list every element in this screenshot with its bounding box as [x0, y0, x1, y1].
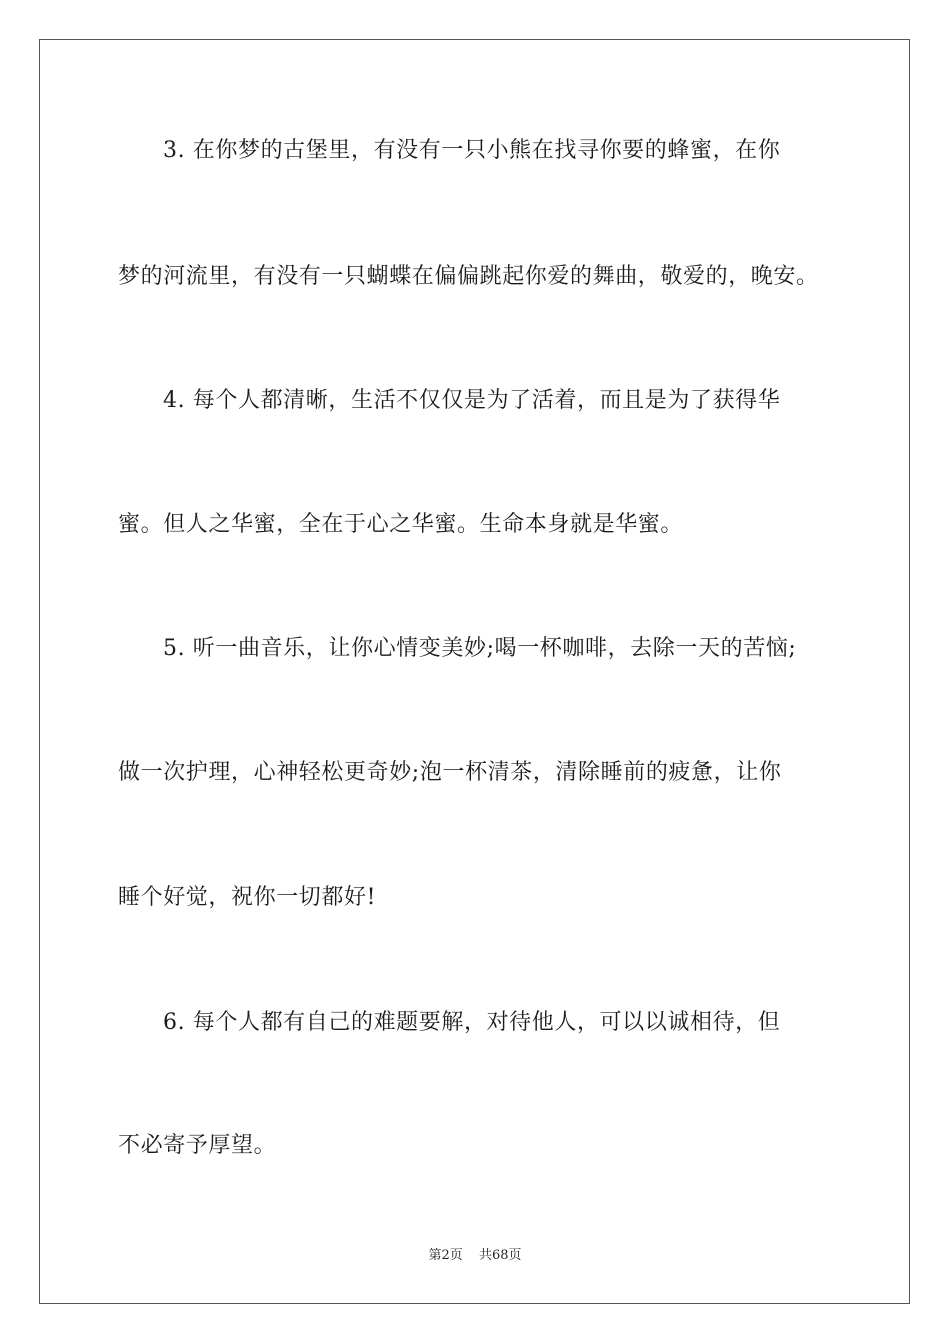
paragraph-4-line-2: 蜜。但人之华蜜，全在于心之华蜜。生命本身就是华蜜。: [118, 512, 684, 537]
paragraph-5-line-3: 睡个好觉，祝你一切都好!: [118, 885, 377, 910]
paragraph-3-line-2: 梦的河流里，有没有一只蝴蝶在偏偏跳起你爱的舞曲，敬爱的，晚安。: [118, 264, 819, 289]
paragraph-6-line-2: 不必寄予厚望。: [118, 1133, 277, 1158]
paragraph-5-line-2: 做一次护理，心神轻松更奇妙;泡一杯清茶，清除睡前的疲惫，让你: [118, 760, 782, 785]
paragraph-6-line-1: 6. 每个人都有自己的难题要解，对待他人，可以以诚相待，但: [163, 1010, 781, 1035]
page-border: [39, 39, 910, 1304]
paragraph-3-line-1: 3. 在你梦的古堡里，有没有一只小熊在找寻你要的蜂蜜，在你: [163, 138, 781, 163]
paragraph-4-line-1: 4. 每个人都清晰，生活不仅仅是为了活着，而且是为了获得华: [163, 388, 781, 413]
page-total: 共68页: [478, 1248, 522, 1263]
paragraph-5-line-1: 5. 听一曲音乐，让你心情变美妙;喝一杯咖啡，去除一天的苦恼;: [163, 636, 797, 661]
page-number: 第2页: [428, 1248, 463, 1263]
page-footer: [0, 1244, 950, 1263]
